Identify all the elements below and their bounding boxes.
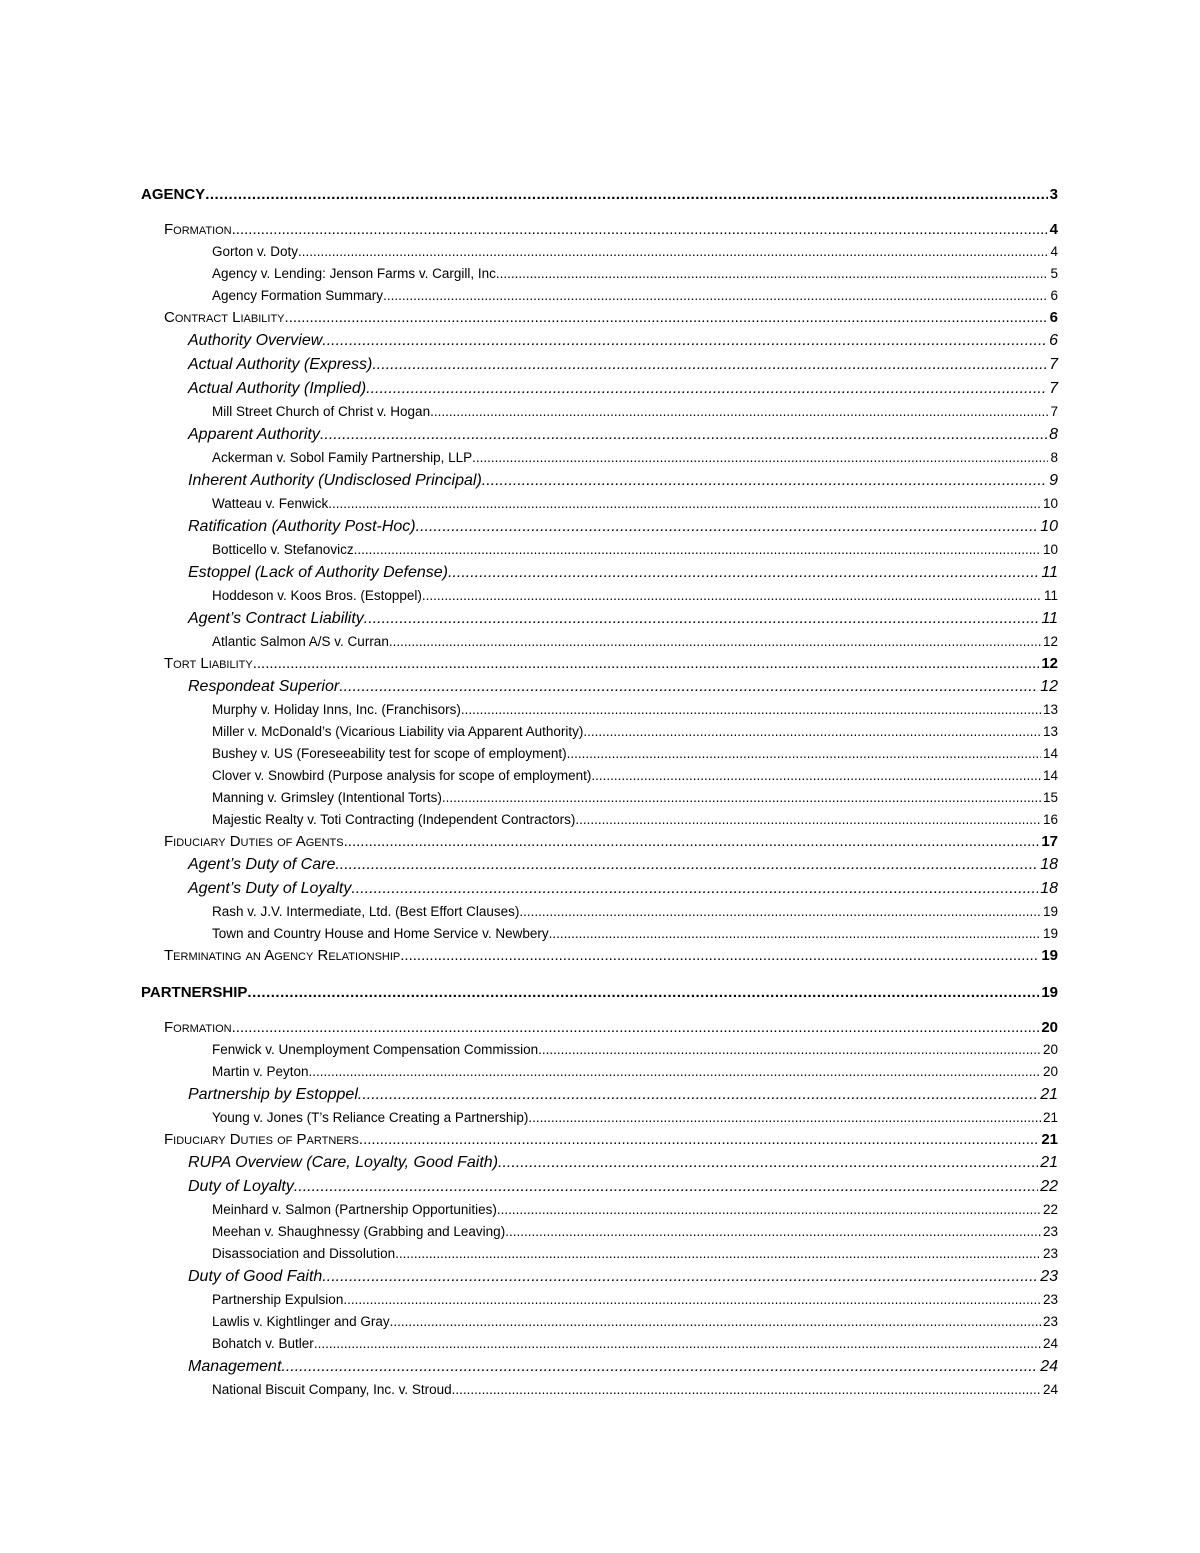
toc-entry-title: Bohatch v. Butler xyxy=(212,1336,314,1351)
toc-entry[interactable] xyxy=(141,1061,1058,1083)
toc-entry[interactable] xyxy=(141,1175,1058,1199)
dot-leader xyxy=(498,1151,1038,1175)
toc-entry[interactable] xyxy=(141,1221,1058,1243)
dot-leader xyxy=(232,219,1048,241)
toc-entry-page: 12 xyxy=(1041,655,1058,672)
toc-entry-page: 23 xyxy=(1040,1268,1058,1285)
toc-entry-title: Meehan v. Shaughnessy (Grabbing and Leaving) xyxy=(212,1224,506,1239)
toc-entry[interactable] xyxy=(141,1039,1058,1061)
toc-entry-title: Rash v. J.V. Intermediate, Ltd. (Best Effort Clauses) xyxy=(212,904,520,919)
toc-entry[interactable] xyxy=(141,877,1058,901)
toc-entry[interactable] xyxy=(141,699,1058,721)
toc-entry-title: Town and Country House and Home Service v. Newbery xyxy=(212,926,549,941)
toc-entry-page: 7 xyxy=(1049,356,1058,373)
section-gap xyxy=(141,967,1058,981)
toc-entry-page: 22 xyxy=(1040,1178,1058,1195)
toc-entry[interactable] xyxy=(141,1265,1058,1289)
toc-entry-page: 23 xyxy=(1042,1314,1058,1329)
toc-entry-title: Respondeat Superior xyxy=(188,678,340,695)
dot-leader xyxy=(309,1061,1041,1083)
toc-entry-page: 14 xyxy=(1042,746,1058,761)
toc-entry-title: Agent’s Duty of Loyalty xyxy=(188,880,352,897)
dot-leader xyxy=(205,183,1047,207)
toc-entry[interactable] xyxy=(141,447,1058,469)
toc-entry[interactable] xyxy=(141,675,1058,699)
toc-entry-title: Agency Formation Summary xyxy=(212,288,384,303)
toc-entry[interactable] xyxy=(141,1151,1058,1175)
toc-entry-page: 8 xyxy=(1049,426,1058,443)
toc-entry[interactable] xyxy=(141,809,1058,831)
dot-leader xyxy=(448,561,1039,585)
dot-leader xyxy=(505,1221,1041,1243)
toc-entry[interactable] xyxy=(141,353,1058,377)
dot-leader xyxy=(351,877,1038,901)
toc-entry-page: 12 xyxy=(1042,634,1058,649)
toc-entry-page: 10 xyxy=(1040,518,1058,535)
toc-entry[interactable] xyxy=(141,923,1058,945)
toc-entry[interactable] xyxy=(141,1311,1058,1333)
toc-entry-page: 21 xyxy=(1041,1131,1058,1148)
toc-entry-title: Clover v. Snowbird (Purpose analysis for scope of employment) xyxy=(212,768,592,783)
toc-entry-page: 19 xyxy=(1041,984,1058,1001)
toc-entry[interactable] xyxy=(141,241,1058,263)
toc-entry-title: Duty of Loyalty xyxy=(188,1178,294,1195)
dot-leader xyxy=(253,653,1040,675)
toc-entry-title: Gorton v. Doty xyxy=(212,244,299,259)
toc-entry-page: 23 xyxy=(1042,1292,1058,1307)
toc-entry-title: Partnership by Estoppel xyxy=(188,1086,358,1103)
toc-entry[interactable] xyxy=(141,765,1058,787)
toc-entry-title: Martin v. Peyton xyxy=(212,1064,309,1079)
dot-leader xyxy=(528,1107,1041,1129)
toc-entry-page: 21 xyxy=(1042,1110,1058,1125)
dot-leader xyxy=(328,493,1041,515)
toc-entry[interactable] xyxy=(141,743,1058,765)
toc-entry-page: 21 xyxy=(1040,1086,1058,1103)
toc-entry-page: 13 xyxy=(1042,724,1058,739)
dot-leader xyxy=(294,1175,1038,1199)
dot-leader xyxy=(281,1355,1038,1379)
table-of-contents xyxy=(141,183,1058,1401)
dot-leader xyxy=(314,1333,1041,1355)
toc-entry-title: Majestic Realty v. Toti Contracting (Independent Contractors) xyxy=(212,812,576,827)
toc-entry-page: 6 xyxy=(1049,332,1058,349)
toc-entry[interactable] xyxy=(141,981,1058,1005)
toc-entry-page: 19 xyxy=(1041,947,1058,964)
toc-entry-page: 4 xyxy=(1050,244,1058,259)
dot-leader xyxy=(422,585,1042,607)
dot-leader xyxy=(519,901,1041,923)
toc-entry-title: AGENCY xyxy=(141,186,206,203)
toc-entry-title: Fenwick v. Unemployment Compensation Commission xyxy=(212,1042,539,1057)
toc-entry[interactable] xyxy=(141,901,1058,923)
toc-entry[interactable] xyxy=(141,945,1058,967)
toc-entry-page: 15 xyxy=(1042,790,1058,805)
toc-entry-title: Terminating an Agency Relationship xyxy=(164,947,401,964)
toc-entry[interactable] xyxy=(141,1129,1058,1151)
toc-entry-title: Actual Authority (Implied) xyxy=(188,380,367,397)
dot-leader xyxy=(482,469,1047,493)
toc-entry-page: 20 xyxy=(1042,1042,1058,1057)
dot-leader xyxy=(322,329,1047,353)
dot-leader xyxy=(344,831,1040,853)
toc-entry-title: Atlantic Salmon A/S v. Curran xyxy=(212,634,389,649)
dot-leader xyxy=(472,447,1048,469)
toc-entry-page: 12 xyxy=(1040,678,1058,695)
toc-entry[interactable] xyxy=(141,1333,1058,1355)
dot-leader xyxy=(354,539,1041,561)
toc-entry-title: Fiduciary Duties of Partners xyxy=(164,1131,359,1148)
toc-entry-title: Tort Liability xyxy=(164,655,253,672)
dot-leader xyxy=(452,1379,1041,1401)
toc-entry-title: Meinhard v. Salmon (Partnership Opportunities) xyxy=(212,1202,497,1217)
toc-entry[interactable] xyxy=(141,1199,1058,1221)
toc-entry-title: Management xyxy=(188,1358,282,1375)
toc-entry[interactable] xyxy=(141,1083,1058,1107)
toc-entry-title: Apparent Authority xyxy=(188,426,320,443)
dot-leader xyxy=(358,1083,1038,1107)
toc-entry-title: Disassociation and Dissolution xyxy=(212,1246,396,1261)
toc-entry-page: 24 xyxy=(1042,1382,1058,1397)
toc-entry-title: Inherent Authority (Undisclosed Principal) xyxy=(188,472,482,489)
toc-entry-title: PARTNERSHIP xyxy=(141,984,248,1001)
toc-entry-title: Formation xyxy=(164,1019,232,1036)
dot-leader xyxy=(372,353,1047,377)
dot-leader xyxy=(575,809,1041,831)
dot-leader xyxy=(591,765,1041,787)
toc-entry-title: Mill Street Church of Christ v. Hogan xyxy=(212,404,431,419)
toc-entry-page: 18 xyxy=(1040,856,1058,873)
toc-entry[interactable] xyxy=(141,631,1058,653)
toc-entry[interactable] xyxy=(141,469,1058,493)
toc-entry-page: 20 xyxy=(1041,1019,1058,1036)
toc-entry-page: 23 xyxy=(1042,1246,1058,1261)
dot-leader xyxy=(549,923,1041,945)
toc-entry-title: Miller v. McDonald’s (Vicarious Liability via Apparent Authority) xyxy=(212,724,584,739)
toc-entry-page: 17 xyxy=(1041,833,1058,850)
toc-entry-page: 19 xyxy=(1042,904,1058,919)
toc-entry[interactable] xyxy=(141,561,1058,585)
dot-leader xyxy=(322,1265,1038,1289)
toc-entry[interactable] xyxy=(141,1289,1058,1311)
toc-entry[interactable] xyxy=(141,1107,1058,1129)
toc-entry[interactable] xyxy=(141,831,1058,853)
toc-entry[interactable] xyxy=(141,787,1058,809)
dot-leader xyxy=(390,1311,1041,1333)
dot-leader xyxy=(416,515,1039,539)
toc-entry-page: 10 xyxy=(1042,496,1058,511)
toc-entry[interactable] xyxy=(141,493,1058,515)
toc-entry-page: 7 xyxy=(1050,404,1058,419)
toc-entry-page: 3 xyxy=(1049,186,1058,203)
toc-entry[interactable] xyxy=(141,329,1058,353)
dot-leader xyxy=(538,1039,1041,1061)
toc-entry[interactable] xyxy=(141,539,1058,561)
toc-entry-page: 16 xyxy=(1042,812,1058,827)
toc-entry-title: RUPA Overview (Care, Loyalty, Good Faith) xyxy=(188,1154,499,1171)
toc-entry[interactable] xyxy=(141,585,1058,607)
dot-leader xyxy=(400,945,1039,967)
toc-entry-title: Agent’s Duty of Care xyxy=(188,856,336,873)
dot-leader xyxy=(320,423,1047,447)
dot-leader xyxy=(461,699,1041,721)
toc-entry-page: 8 xyxy=(1050,450,1058,465)
toc-entry[interactable] xyxy=(141,1243,1058,1265)
toc-entry-title: Formation xyxy=(164,221,232,238)
toc-entry-title: Ackerman v. Sobol Family Partnership, LLP xyxy=(212,450,473,465)
toc-entry-title: Estoppel (Lack of Authority Defense) xyxy=(188,564,448,581)
dot-leader xyxy=(389,631,1041,653)
dot-leader xyxy=(430,401,1048,423)
toc-entry[interactable] xyxy=(141,1355,1058,1379)
dot-leader xyxy=(567,743,1041,765)
toc-entry-page: 22 xyxy=(1042,1202,1058,1217)
toc-entry-title: Botticello v. Stefanovicz xyxy=(212,542,354,557)
toc-entry[interactable] xyxy=(141,653,1058,675)
toc-entry[interactable] xyxy=(141,285,1058,307)
toc-entry[interactable] xyxy=(141,401,1058,423)
toc-entry-title: Murphy v. Holiday Inns, Inc. (Franchisors) xyxy=(212,702,461,717)
toc-entry-title: Contract Liability xyxy=(164,309,285,326)
toc-entry-page: 11 xyxy=(1041,564,1058,581)
toc-entry-page: 9 xyxy=(1049,472,1058,489)
toc-entry-title: Agency v. Lending: Jenson Farms v. Cargill, Inc. xyxy=(212,266,500,281)
toc-entry[interactable] xyxy=(141,607,1058,631)
toc-entry-page: 20 xyxy=(1042,1064,1058,1079)
toc-entry-title: Agent’s Contract Liability xyxy=(188,610,364,627)
toc-entry-page: 5 xyxy=(1050,266,1058,281)
toc-entry-title: Lawlis v. Kightlinger and Gray xyxy=(212,1314,390,1329)
toc-entry[interactable] xyxy=(141,1017,1058,1039)
dot-leader xyxy=(343,1289,1041,1311)
toc-entry[interactable] xyxy=(141,853,1058,877)
toc-entry-page: 24 xyxy=(1040,1358,1058,1375)
toc-entry-page: 23 xyxy=(1042,1224,1058,1239)
toc-entry[interactable] xyxy=(141,515,1058,539)
dot-leader xyxy=(232,1017,1040,1039)
dot-leader xyxy=(298,241,1048,263)
toc-entry[interactable] xyxy=(141,183,1058,207)
dot-leader xyxy=(442,787,1041,809)
toc-entry-page: 18 xyxy=(1040,880,1058,897)
dot-leader xyxy=(335,853,1038,877)
dot-leader xyxy=(364,607,1040,631)
toc-entry-page: 14 xyxy=(1042,768,1058,783)
toc-entry[interactable] xyxy=(141,377,1058,401)
toc-entry-title: Partnership Expulsion xyxy=(212,1292,344,1307)
toc-entry-title: Young v. Jones (T’s Reliance Creating a Partnership) xyxy=(212,1110,529,1125)
toc-entry-page: 24 xyxy=(1042,1336,1058,1351)
dot-leader xyxy=(247,981,1039,1005)
toc-entry-page: 11 xyxy=(1043,588,1058,603)
toc-entry-title: Ratification (Authority Post-Hoc) xyxy=(188,518,416,535)
toc-entry-title: Hoddeson v. Koos Bros. (Estoppel) xyxy=(212,588,422,603)
toc-entry-title: Actual Authority (Express) xyxy=(188,356,373,373)
toc-entry[interactable] xyxy=(141,219,1058,241)
toc-entry-title: National Biscuit Company, Inc. v. Stroud xyxy=(212,1382,452,1397)
toc-entry-title: Fiduciary Duties of Agents xyxy=(164,833,344,850)
toc-entry-title: Watteau v. Fenwick xyxy=(212,496,329,511)
toc-entry[interactable] xyxy=(141,1379,1058,1401)
toc-entry-page: 6 xyxy=(1049,309,1058,326)
toc-entry-title: Manning v. Grimsley (Intentional Torts) xyxy=(212,790,442,805)
toc-entry-page: 11 xyxy=(1041,610,1058,627)
toc-entry[interactable] xyxy=(141,307,1058,329)
toc-entry-page: 10 xyxy=(1042,542,1058,557)
dot-leader xyxy=(339,675,1038,699)
toc-entry-page: 4 xyxy=(1049,221,1058,238)
dot-leader xyxy=(497,1199,1041,1221)
dot-leader xyxy=(383,285,1048,307)
toc-entry[interactable] xyxy=(141,263,1058,285)
toc-entry-title: Bushey v. US (Foreseeability test for scope of employment) xyxy=(212,746,567,761)
toc-entry-title: Authority Overview xyxy=(188,332,323,349)
toc-entry[interactable] xyxy=(141,423,1058,447)
dot-leader xyxy=(359,1129,1039,1151)
toc-entry-page: 19 xyxy=(1042,926,1058,941)
toc-entry-title: Duty of Good Faith xyxy=(188,1268,323,1285)
dot-leader xyxy=(583,721,1041,743)
dot-leader xyxy=(285,307,1048,329)
dot-leader xyxy=(366,377,1047,401)
dot-leader xyxy=(500,263,1049,285)
toc-entry[interactable] xyxy=(141,721,1058,743)
toc-entry-page: 21 xyxy=(1040,1154,1058,1171)
dot-leader xyxy=(395,1243,1041,1265)
toc-entry-page: 7 xyxy=(1049,380,1058,397)
toc-entry-page: 6 xyxy=(1050,288,1058,303)
toc-entry-page: 13 xyxy=(1042,702,1058,717)
